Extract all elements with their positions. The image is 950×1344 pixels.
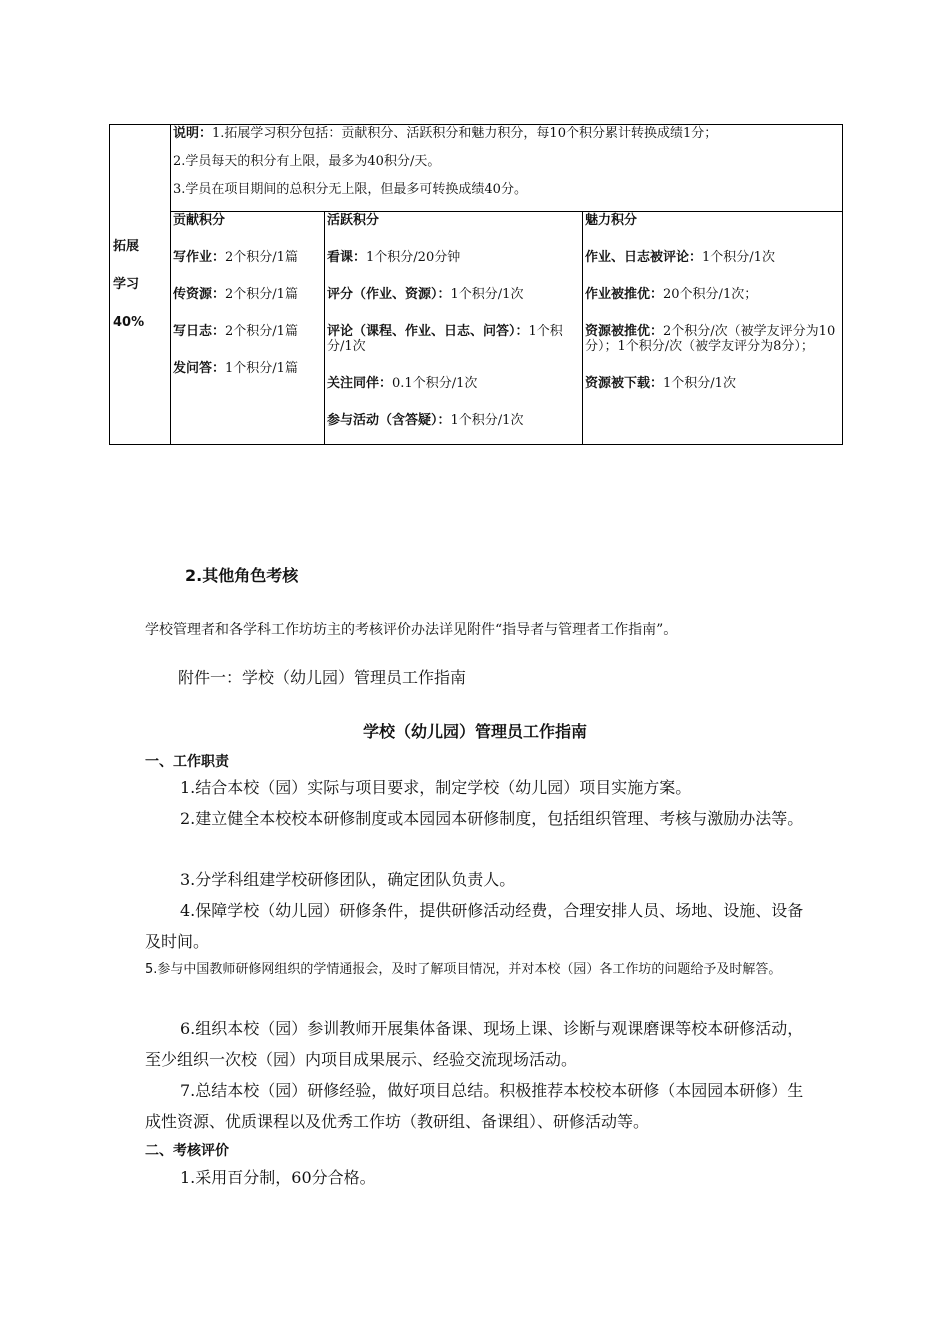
note-1 — [173, 126, 840, 141]
category-label-2: 学习 — [113, 276, 140, 292]
duty-item: 5.参与中国教师研修网组织的学情通报会，及时了解项目情况，并对本校（园）各工作坊的问题给予及时解答。 — [145, 962, 782, 977]
contribution-column — [171, 212, 325, 445]
document-title: 学校（幼儿园）管理员工作指南 — [362, 722, 587, 741]
duty-item: 2.建立健全本校校本研修制度或本园园本研修制度，包括组织管理、考核与激励办法等。 — [180, 809, 804, 828]
intro-paragraph: 学校管理者和各学科工作坊坊主的考核评价办法详见附件“指导者与管理者工作指南”。 — [145, 622, 678, 638]
charm-item: 作业、日志被评论：1个积分/1次 — [585, 250, 775, 265]
points-table — [109, 124, 843, 445]
duty-item: 3.分学科组建学校研修团队，确定团队负责人。 — [180, 870, 516, 889]
duty-item: 6.组织本校（园）参训教师开展集体备课、现场上课、诊断与观课磨课等校本研修活动，至少组织一次校（园）内项目成果展示、经验交流现场活动。 — [145, 1019, 804, 1069]
activity-header: 活跃积分 — [327, 213, 380, 228]
note-2: 2.学员每天的积分有上限，最多为40积分/天。 — [173, 154, 441, 169]
charm-item: 作业被推优：20个积分/1次； — [585, 287, 758, 302]
charm-item: 资源被下载：1个积分/1次 — [585, 376, 736, 391]
section-heading-other-roles: 2.其他角色考核 — [185, 566, 299, 585]
charm-column — [583, 212, 843, 445]
note-1-text: 1.拓展学习积分包括：贡献积分、活跃积分和魅力积分，每10个积分累计转换成绩1分； — [212, 126, 718, 141]
duty-item: 4.保障学校（幼儿园）研修条件，提供研修活动经费，合理安排人员、场地、设施、设备及时间。 — [145, 901, 804, 951]
duties-heading: 一、工作职责 — [145, 754, 229, 770]
notes-cell — [171, 125, 843, 212]
activity-item: 评论（课程、作业、日志、问答）：1个积分/1次 — [327, 324, 563, 354]
activity-item: 评分（作业、资源）：1个积分/1次 — [327, 287, 524, 302]
appendix-label: 附件一：学校（幼儿园）管理员工作指南 — [178, 668, 467, 687]
category-cell — [110, 125, 171, 445]
contribution-item: 写日志：2个积分/1篇 — [173, 324, 298, 339]
evaluation-item: 1.采用百分制，60分合格。 — [180, 1168, 376, 1187]
activity-column — [325, 212, 583, 445]
category-label-1: 拓展 — [113, 238, 140, 254]
activity-item: 参与活动（含答疑）：1个积分/1次 — [327, 413, 524, 428]
note-1-label: 说明： — [173, 126, 213, 141]
note-3: 3.学员在项目期间的总积分无上限，但最多可转换成绩40分。 — [173, 182, 527, 197]
contribution-item: 写作业：2个积分/1篇 — [173, 250, 298, 265]
duty-item: 1.结合本校（园）实际与项目要求，制定学校（幼儿园）项目实施方案。 — [180, 778, 692, 797]
contribution-item: 发问答：1个积分/1篇 — [173, 361, 298, 376]
activity-item: 看课：1个积分/20分钟 — [327, 250, 461, 265]
category-weight: 40% — [113, 314, 145, 330]
contribution-header: 贡献积分 — [173, 213, 226, 228]
contribution-item: 传资源：2个积分/1篇 — [173, 287, 298, 302]
duty-item: 7.总结本校（园）研修经验，做好项目总结。积极推荐本校校本研修（本园园本研修）生成性资源、优质课程以及优秀工作坊（教研组、备课组）、研修活动等。 — [145, 1081, 804, 1131]
charm-header: 魅力积分 — [585, 213, 638, 228]
charm-item: 资源被推优：2个积分/次（被学友评分为10分）；1个积分/次（被学友评分为8分）； — [585, 324, 836, 354]
evaluation-heading: 二、考核评价 — [145, 1143, 229, 1159]
activity-item: 关注同伴：0.1个积分/1次 — [327, 376, 478, 391]
